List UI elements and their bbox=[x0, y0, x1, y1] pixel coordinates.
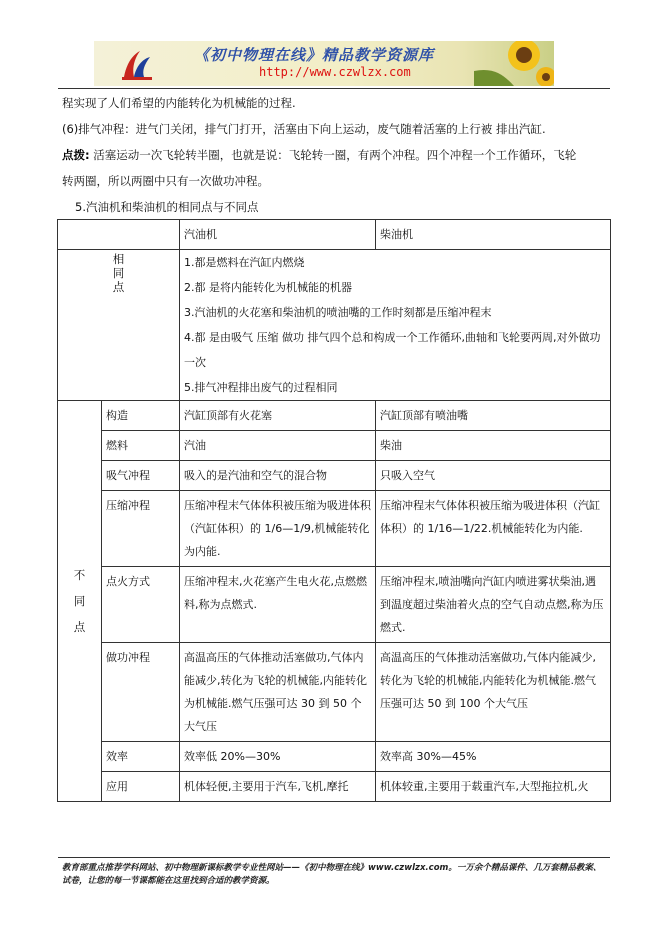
same-label: 相同点 bbox=[112, 252, 125, 294]
row-name: 压缩冲程 bbox=[102, 491, 180, 567]
note-paragraph-2: 转两圈，所以两圈中只有一次做功冲程。 bbox=[62, 174, 269, 188]
table-row bbox=[58, 461, 611, 491]
header-gasoline: 汽油机 bbox=[180, 220, 376, 250]
cell-diesel: 只吸入空气 bbox=[376, 461, 611, 491]
table-row bbox=[58, 772, 611, 802]
row-name: 做功冲程 bbox=[102, 643, 180, 742]
text-line-2: (6)排气冲程：进气门关闭，排气门打开，活塞由下向上运动，废气随着活塞的上行被 排出汽缸. bbox=[62, 122, 546, 136]
cell-gasoline: 效率低 20%—30% bbox=[180, 742, 376, 772]
same-row bbox=[58, 250, 611, 401]
cell-gasoline: 吸入的是汽油和空气的混合物 bbox=[180, 461, 376, 491]
same-item: 3.汽油机的火花塞和柴油机的喷油嘴的工作时刻都是压缩冲程末 bbox=[184, 306, 492, 319]
row-name: 应用 bbox=[102, 772, 180, 802]
cell-gasoline: 汽缸顶部有火花塞 bbox=[180, 401, 376, 431]
text-line-1: 程实现了人们希望的内能转化为机械能的过程. bbox=[62, 96, 296, 110]
note-paragraph-1 bbox=[62, 148, 576, 162]
same-item: 1.都是燃料在汽缸内燃烧 bbox=[184, 256, 305, 269]
table-header-row bbox=[58, 220, 611, 250]
cell-gasoline: 压缩冲程末气体体积被压缩为吸进体积（汽缸体积）的 1/6—1/9,机械能转化为内能. bbox=[180, 491, 376, 567]
header-divider bbox=[58, 88, 610, 89]
footer-divider bbox=[58, 857, 610, 858]
header-banner bbox=[94, 41, 554, 86]
comparison-table bbox=[57, 219, 611, 802]
table-row bbox=[58, 567, 611, 643]
cell-gasoline: 机体轻便,主要用于汽车,飞机,摩托 bbox=[180, 772, 376, 802]
cell-gasoline: 汽油 bbox=[180, 431, 376, 461]
table-row bbox=[58, 431, 611, 461]
row-name: 吸气冲程 bbox=[102, 461, 180, 491]
cell-diesel: 柴油 bbox=[376, 431, 611, 461]
same-item: 4.都 是由吸气 压缩 做功 排气四个总和构成一个工作循环,曲轴和飞轮要两周,对外做功一次 bbox=[184, 331, 601, 369]
table-row bbox=[58, 491, 611, 567]
note-text-1: 活塞运动一次飞轮转半圈，也就是说：飞轮转一圈，有两个冲程。四个冲程一个工作循环，飞轮 bbox=[89, 148, 577, 162]
cell-diesel: 汽缸顶部有喷油嘴 bbox=[376, 401, 611, 431]
row-name: 效率 bbox=[102, 742, 180, 772]
row-name: 点火方式 bbox=[102, 567, 180, 643]
banner-url[interactable]: http://www.czwlzx.com bbox=[259, 65, 411, 79]
same-item: 2.都 是将内能转化为机械能的机器 bbox=[184, 281, 352, 294]
table-row bbox=[58, 742, 611, 772]
note-label: 点拨: bbox=[62, 148, 90, 162]
cell-gasoline: 压缩冲程末,火花塞产生电火花,点燃燃料,称为点燃式. bbox=[180, 567, 376, 643]
header-diesel: 柴油机 bbox=[376, 220, 611, 250]
sunflower-icon bbox=[474, 41, 554, 86]
table-row bbox=[58, 643, 611, 742]
cell-diesel: 效率高 30%—45% bbox=[376, 742, 611, 772]
page-footer: 教育部重点推荐学科网站、初中物理新课标教学专业性网站——《初中物理在线》www.czwlzx.com。一万余个精品课件、几万套精品教案、试卷，让您的每一节课都能在这里找到合适的教学资源。 bbox=[62, 863, 602, 886]
diff-label: 不同点 bbox=[73, 568, 86, 634]
section-title: 5.汽油机和柴油机的相同点与不同点 bbox=[75, 200, 259, 214]
cell-diesel: 高温高压的气体推动活塞做功,气体内能减少,转化为飞轮的机械能,内能转化为机械能.燃气压强可达 50 到 100 个大气压 bbox=[376, 643, 611, 742]
cell-diesel: 压缩冲程末,喷油嘴向汽缸内喷进雾状柴油,遇到温度超过柴油着火点的空气自动点燃,称为压燃式. bbox=[376, 567, 611, 643]
table-row bbox=[58, 401, 611, 431]
cell-diesel: 机体较重,主要用于载重汽车,大型拖拉机,火 bbox=[376, 772, 611, 802]
row-name: 构造 bbox=[102, 401, 180, 431]
banner-title: 《初中物理在线》精品教学资源库 bbox=[194, 46, 435, 64]
row-name: 燃料 bbox=[102, 431, 180, 461]
cell-diesel: 压缩冲程末气体体积被压缩为吸进体积（汽缸体积）的 1/16—1/22.机械能转化为内能. bbox=[376, 491, 611, 567]
cell-gasoline: 高温高压的气体推动活塞做功,气体内能减少,转化为飞轮的机械能,内能转化为机械能.燃气压强可达 30 到 50 个大气压 bbox=[180, 643, 376, 742]
site-logo-icon bbox=[120, 47, 154, 81]
same-item: 5.排气冲程排出废气的过程相同 bbox=[184, 381, 338, 394]
